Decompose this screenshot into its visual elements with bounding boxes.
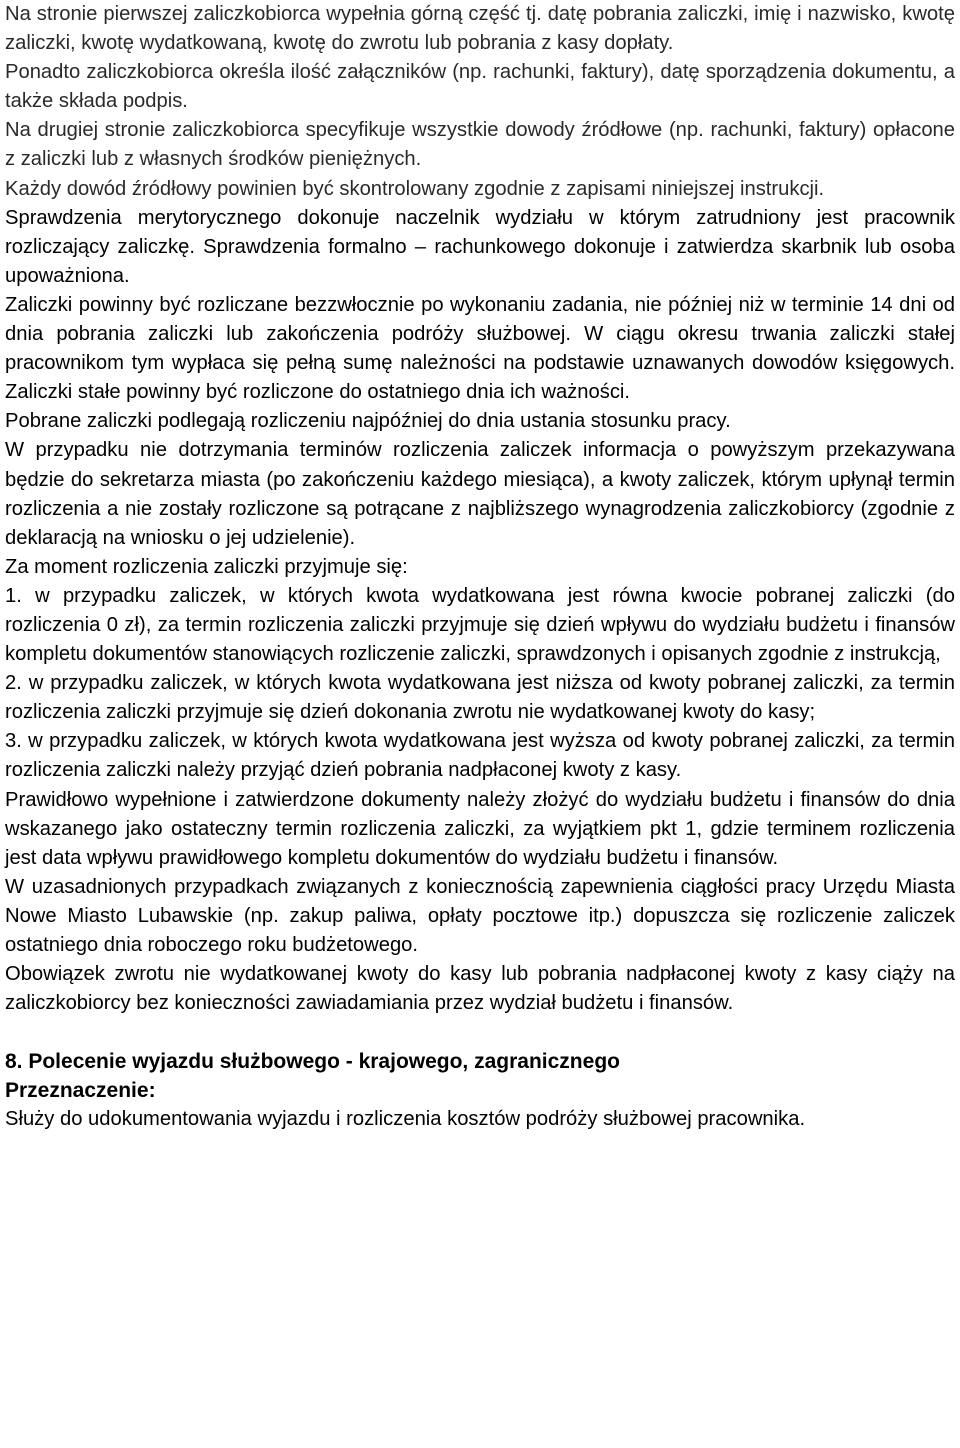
list-item-2: 2. w przypadku zaliczek, w których kwota wydatkowana jest niższa od kwoty pobranej zaliczki, za termin rozliczenia zaliczki przyjmuje się dzień dokonania zwrotu nie wydatkowanej kwoty do kasy;	[5, 672, 955, 724]
paragraph-second-page: Na drugiej stronie zaliczkobiorca specyfikuje wszystkie dowody źródłowe (np. rachunki, faktury) opłacone z zaliczki lub z własnych środków pieniężnych.	[5, 119, 955, 171]
section-heading: 8. Polecenie wyjazdu służbowego - krajowego, zagranicznego	[5, 1050, 620, 1074]
list-item-3: 3. w przypadku zaliczek, w których kwota wydatkowana jest wyższa od kwoty pobranej zaliczki, za termin rozliczenia zaliczki należy przyjąć dzień pobrania nadpłaconej kwoty z kasy.	[5, 730, 955, 782]
paragraph-return-obligation: Obowiązek zwrotu nie wydatkowanej kwoty do kasy lub pobrania nadpłaconej kwoty z kasy ciąży na zaliczkobiorcy bez konieczności zawiadamiania przez wydział budżetu i finansów.	[5, 963, 955, 1015]
section-spacer	[5, 1018, 955, 1047]
paragraph-submission: Prawidłowo wypełnione i zatwierdzone dokumenty należy złożyć do wydziału budżetu i finansów do dnia wskazanego jako ostateczny termin rozliczenia zaliczki, za wyjątkiem pkt 1, gdzie terminem rozliczenia jest data wpływu prawidłowego kompletu dokumentów do wydziału budżetu i finansów.	[5, 788, 955, 869]
paragraph-attachments: Ponadto zaliczkobiorca określa ilość załączników (np. rachunki, faktury), datę sporządzenia dokumentu, a także składa podpis.	[5, 61, 955, 113]
paragraph-employment-end: Pobrane zaliczki podlegają rozliczeniu najpóźniej do dnia ustania stosunku pracy.	[5, 410, 731, 433]
paragraph-purpose: Służy do udokumentowania wyjazdu i rozliczenia kosztów podróży służbowej pracownika.	[5, 1108, 806, 1131]
paragraph-missed-deadlines: W przypadku nie dotrzymania terminów rozliczenia zaliczek informacja o powyższym przekazywana będzie do sekretarza miasta (po zakończeniu każdego miesiąca), a kwoty zaliczek, którym upłynął termin rozliczenia a nie zostały rozliczone są potrącane z najbliższego wynagrodzenia zaliczkobiorcy (zgodnie z deklaracją na wniosku o jej udzielenie).	[5, 439, 955, 549]
paragraph-first-page-fields: Na stronie pierwszej zaliczkobiorca wypełnia górną część tj. datę pobrania zaliczki, imię i nazwisko, kwotę zaliczki, kwotę wydatkowaną, kwotę do zwrotu lub pobrania z kasy dopłaty.	[5, 3, 955, 55]
paragraph-settlement-deadline: Zaliczki powinny być rozliczane bezzwłocznie po wykonaniu zadania, nie później niż w terminie 14 dni od dnia pobrania zaliczki lub zakończenia podróży służbowej. W ciągu okresu trwania zaliczki stałej pracownikom tym wypłaca się pełną sumę należności na podstawie uznawanych dowodów księgowych. Zaliczki stałe powinny być rozliczone do ostatniego dnia ich ważności.	[5, 293, 955, 404]
list-item-1: 1. w przypadku zaliczek, w których kwota wydatkowana jest równa kwocie pobranej zaliczki (do rozliczenia 0 zł), za termin rozliczenia zaliczki przyjmuje się dzień wpływu do wydziału budżetu i finansów kompletu dokumentów stanowiących rozliczenie zaliczki, sprawdzonych i opisanych zgodnie z instrukcją,	[5, 584, 955, 666]
paragraph-settlement-moment: Za moment rozliczenia zaliczki przyjmuje się:	[5, 555, 408, 578]
paragraph-verification: Sprawdzenia merytorycznego dokonuje naczelnik wydziału w którym zatrudniony jest pracownik rozliczający zaliczkę. Sprawdzenia formalno – rachunkowego dokonuje i zatwierdza skarbnik lub osoba upoważniona.	[5, 206, 955, 287]
subheading-purpose: Przeznaczenie:	[5, 1079, 156, 1103]
document-page	[5, 0, 955, 1135]
paragraph-exceptions: W uzasadnionych przypadkach związanych z koniecznością zapewnienia ciągłości pracy Urzędu Miasta Nowe Miasto Lubawskie (np. zakup paliwa, opłaty pocztowe itp.) dopuszcza się rozliczenie zaliczek ostatniego dnia roboczego roku budżetowego.	[5, 875, 955, 956]
paragraph-control: Każdy dowód źródłowy powinien być skontrolowany zgodnie z zapisami niniejszej instrukcji.	[5, 177, 825, 200]
